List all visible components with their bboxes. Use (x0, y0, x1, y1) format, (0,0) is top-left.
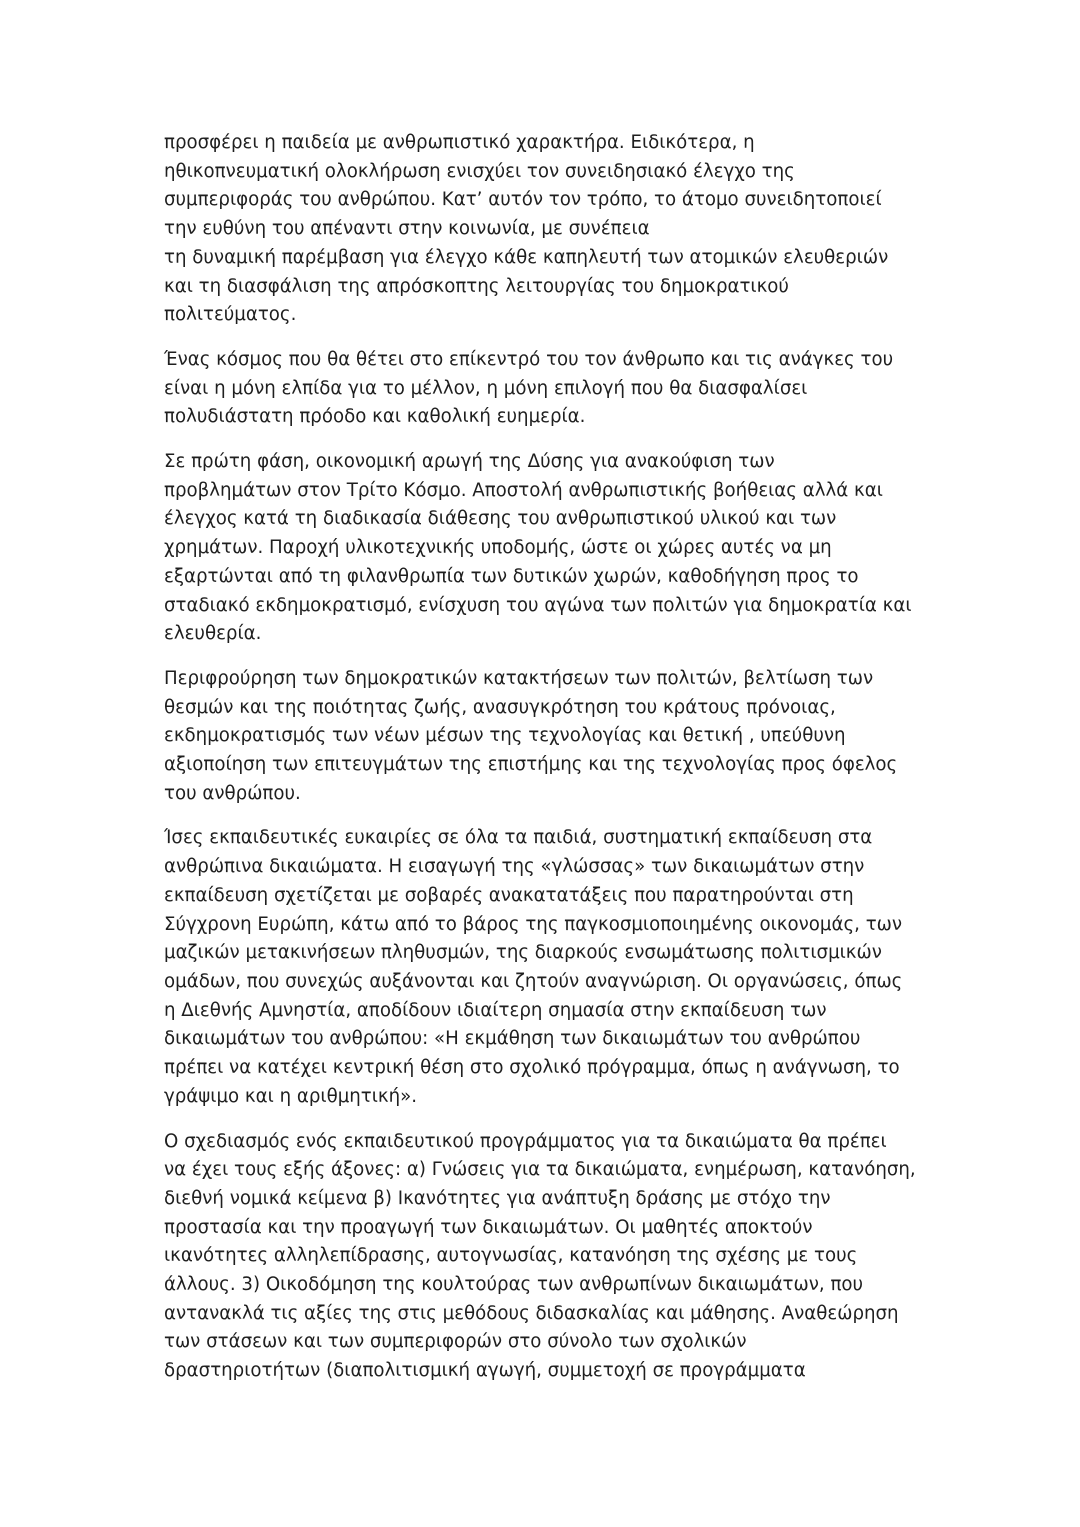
text-line: του ανθρώπου. (164, 782, 301, 804)
text-line: την ευθύνη του απέναντι στην κοινωνία, με συνέπεια (164, 218, 650, 240)
text-line: Σύγχρονη Ευρώπη, κάτω από το βάρος της παγκοσμιοποιημένης οικονομάς, των (164, 913, 903, 935)
text-line: σταδιακό εκδημοκρατισμό, ενίσχυση του αγώνα των πολιτών για δημοκρατία και (164, 594, 912, 616)
text-line: είναι η μόνη ελπίδα για το μέλλον, η μόνη επιλογή που θα διασφαλίσει (164, 377, 808, 399)
text-line: πρέπει να κατέχει κεντρική θέση στο σχολικό πρόγραμμα, όπως η ανάγνωση, το (164, 1057, 900, 1079)
text-line: τη δυναμική παρέμβαση για έλεγχο κάθε καπηλευτή των ατομικών ελευθεριών (164, 246, 889, 268)
text-line: αξιοποίηση των επιτευγμάτων της επιστήμης και της τεχνολογίας προς όφελος (164, 754, 898, 776)
text-line: μαζικών μετακινήσεων πληθυσμών, της διαρκούς ενσωμάτωσης πολιτισμικών (164, 942, 882, 964)
text-line: των στάσεων και των συμπεριφορών στο σύνολο των σχολικών (164, 1331, 747, 1353)
text-line: Περιφρούρηση των δημοκρατικών κατακτήσεων των πολιτών, βελτίωση των (164, 667, 874, 689)
text-line: πολυδιάστατη πρόοδο και καθολική ευημερία. (164, 406, 586, 428)
text-line: Ίσες εκπαιδευτικές ευκαιρίες σε όλα τα παιδιά, συστηματική εκπαίδευση στα (164, 827, 873, 849)
text-line: άλλους. 3) Οικοδόμηση της κουλτούρας των ανθρωπίνων δικαιωμάτων, που (164, 1274, 864, 1296)
paragraph-third-world-aid (164, 448, 934, 649)
text-line: προβλημάτων στον Τρίτο Κόσμο. Αποστολή ανθρωπιστικής βοήθειας αλλά και (164, 479, 883, 501)
text-line: προστασία και την προαγωγή των δικαιωμάτων. Οι μαθητές αποκτούν (164, 1216, 813, 1238)
text-line: προσφέρει η παιδεία με ανθρωπιστικό χαρακτήρα. Ειδικότερα, η (164, 132, 755, 153)
text-line: εξαρτώνται από τη φιλανθρωπία των δυτικών χωρών, καθοδήγηση προς το (164, 565, 859, 587)
text-line: η Διεθνής Αμνηστία, αποδίδουν ιδιαίτερη σημασία στην εκπαίδευση των (164, 999, 827, 1021)
paragraph-equal-education (164, 824, 934, 1111)
text-line: ικανότητες αλληλεπίδρασης, αυτογνωσίας, κατανόηση της σχέσης με τους (164, 1245, 858, 1267)
text-line: αντανακλά τις αξίες της στις μεθόδους διδασκαλίας και μάθησης. Αναθεώρηση (164, 1302, 899, 1324)
text-line: χρημάτων. Παροχή υλικοτεχνικής υποδομής, ώστε οι χώρες αυτές να μη (164, 537, 832, 559)
text-line: θεσμών και της ποιότητας ζωής, ανασυγκρότηση του κράτους πρόνοιας, (164, 696, 836, 718)
text-line: Σε πρώτη φάση, οικονομική αρωγή της Δύσης για ανακούφιση των (164, 451, 775, 473)
text-line: εκδημοκρατισμός των νέων μέσων της τεχνολογίας και θετική , υπεύθυνη (164, 725, 846, 747)
text-line: ανθρώπινα δικαιώματα. Η εισαγωγή της «γλώσσας» των δικαιωμάτων στην (164, 856, 865, 878)
text-line: ομάδων, που συνεχώς αυξάνονται και ζητούν αναγνώριση. Οι οργανώσεις, όπως (164, 970, 903, 992)
paragraph-human-centered-world (164, 346, 934, 432)
text-line: και τη διασφάλιση της απρόσκοπτης λειτουργίας του δημοκρατικού (164, 275, 789, 297)
paragraph-education-program (164, 1128, 934, 1386)
text-line: δικαιωμάτων του ανθρώπου: «Η εκμάθηση των δικαιωμάτων του ανθρώπου (164, 1028, 861, 1050)
text-line: Ένας κόσμος που θα θέτει στο επίκεντρό του τον άνθρωπο και τις ανάγκες του (164, 348, 894, 370)
paragraph-education-humanism (164, 129, 934, 330)
text-line: ηθικοπνευματική ολοκλήρωση ενισχύει τον συνειδησιακό έλεγχο της (164, 160, 795, 182)
text-line: έλεγχος κατά τη διαδικασία διάθεσης του ανθρωπιστικού υλικού και των (164, 508, 837, 530)
text-line: συμπεριφοράς του ανθρώπου. Κατ’ αυτόν τον τρόπο, το άτομο συνειδητοποιεί (164, 189, 882, 211)
text-line: πολιτεύματος. (164, 304, 297, 326)
text-line: εκπαίδευση σχετίζεται με σοβαρές ανακατατάξεις που παρατηρούνται στη (164, 884, 854, 906)
text-line: να έχει τους εξής άξονες: α) Γνώσεις για τα δικαιώματα, ενημέρωση, κατανόηση, (164, 1159, 916, 1181)
document-body (164, 129, 934, 1402)
paragraph-democratic-achievements (164, 665, 934, 809)
text-line: ελευθερία. (164, 623, 262, 645)
text-line: Ο σχεδιασμός ενός εκπαιδευτικού προγράμματος για τα δικαιώματα θα πρέπει (164, 1130, 887, 1152)
text-line: δραστηριοτήτων (διαπολιτισμική αγωγή, συμμετοχή σε προγράμματα (164, 1360, 806, 1382)
text-line: διεθνή νομικά κείμενα β) Ικανότητες για ανάπτυξη δράσης με στόχο την (164, 1187, 831, 1209)
text-line: γράψιμο και η αριθμητική». (164, 1085, 418, 1107)
